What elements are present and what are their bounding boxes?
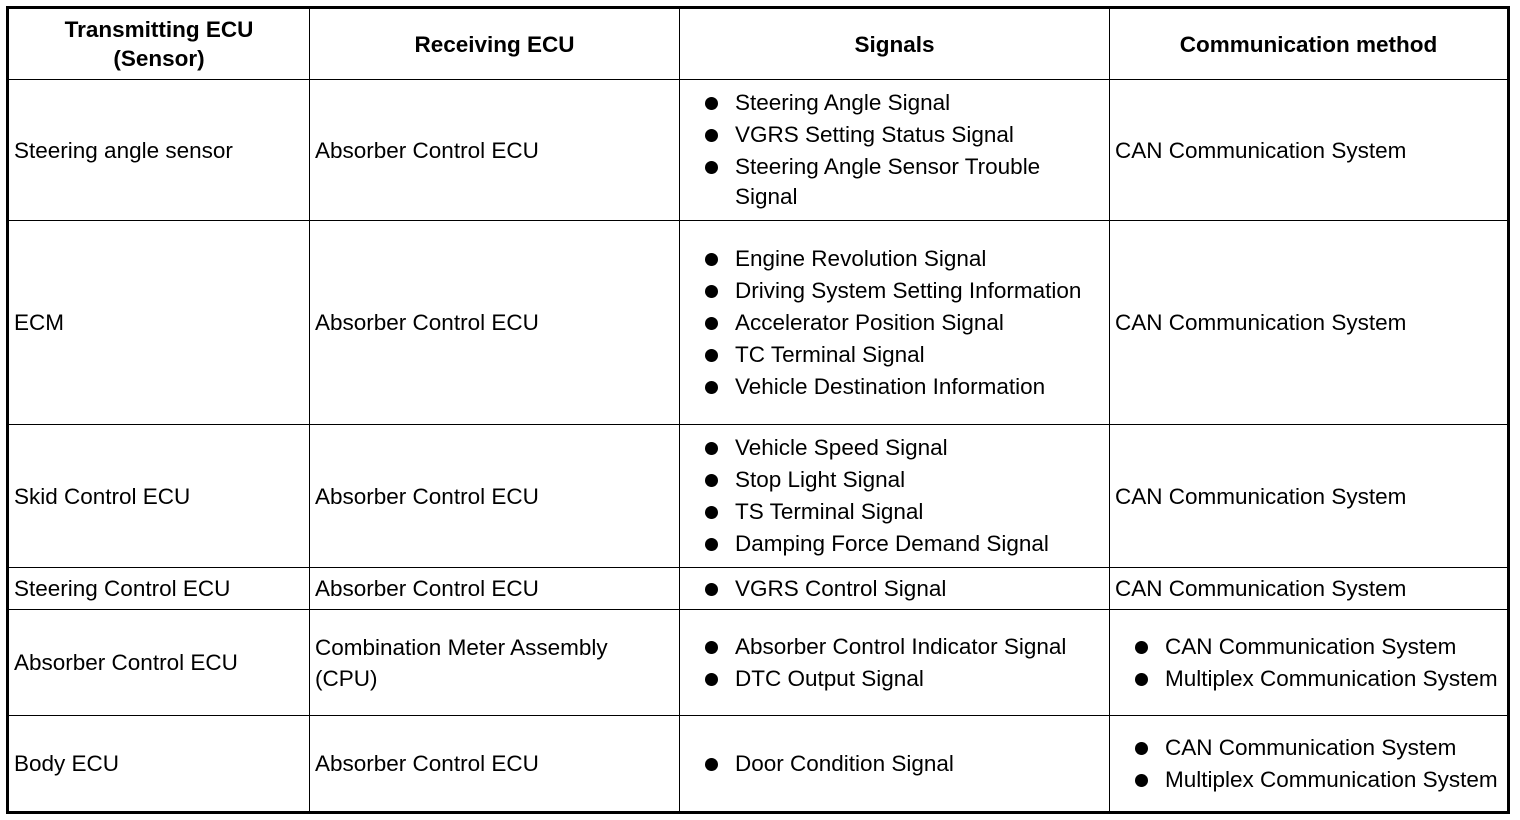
signal-item: VGRS Setting Status Signal: [685, 120, 1104, 150]
communication-method-cell: CAN Communication System: [1110, 568, 1509, 610]
signal-item: Engine Revolution Signal: [685, 244, 1104, 274]
communication-method-cell: [1110, 610, 1509, 716]
header-transmitting-ecu: Transmitting ECU (Sensor): [8, 8, 310, 80]
receiving-ecu-cell: Combination Meter Assembly (CPU): [310, 610, 680, 716]
signal-item: DTC Output Signal: [685, 664, 1104, 694]
receiving-ecu-cell: Absorber Control ECU: [310, 425, 680, 568]
signal-item: TC Terminal Signal: [685, 340, 1104, 370]
communication-list: [1115, 733, 1502, 795]
communication-item: Multiplex Communication System: [1115, 664, 1502, 694]
table-row: [8, 610, 1509, 716]
signal-item: Steering Angle Sensor Trouble Signal: [685, 152, 1104, 212]
header-row: [8, 8, 1509, 80]
signals-cell: [680, 568, 1110, 610]
signal-item: Damping Force Demand Signal: [685, 529, 1104, 559]
header-receiving-ecu: Receiving ECU: [310, 8, 680, 80]
signals-cell: [680, 80, 1110, 221]
communication-method-cell: CAN Communication System: [1110, 221, 1509, 425]
receiving-ecu-cell: Absorber Control ECU: [310, 80, 680, 221]
signal-item: Door Condition Signal: [685, 749, 1104, 779]
signals-list: [685, 632, 1104, 694]
signal-item: Vehicle Destination Information: [685, 372, 1104, 402]
communication-item: CAN Communication System: [1115, 632, 1502, 662]
signal-item: Stop Light Signal: [685, 465, 1104, 495]
signals-list: [685, 433, 1104, 559]
transmitting-ecu-cell: Body ECU: [8, 716, 310, 813]
signal-item: TS Terminal Signal: [685, 497, 1104, 527]
transmitting-ecu-cell: Steering angle sensor: [8, 80, 310, 221]
communication-method-cell: CAN Communication System: [1110, 80, 1509, 221]
signals-cell: [680, 221, 1110, 425]
signal-item: Accelerator Position Signal: [685, 308, 1104, 338]
table-row: [8, 425, 1509, 568]
signals-cell: [680, 610, 1110, 716]
signals-list: [685, 749, 1104, 779]
signal-item: Absorber Control Indicator Signal: [685, 632, 1104, 662]
receiving-ecu-cell: Absorber Control ECU: [310, 221, 680, 425]
signals-list: [685, 244, 1104, 402]
signal-item: VGRS Control Signal: [685, 574, 1104, 604]
signals-list: [685, 88, 1104, 212]
ecu-communication-table: [6, 6, 1510, 814]
table-row: [8, 221, 1509, 425]
communication-item: Multiplex Communication System: [1115, 765, 1502, 795]
transmitting-ecu-cell: Skid Control ECU: [8, 425, 310, 568]
signals-list: [685, 574, 1104, 604]
signal-item: Driving System Setting Information: [685, 276, 1104, 306]
communication-method-cell: CAN Communication System: [1110, 425, 1509, 568]
table-row: [8, 80, 1509, 221]
communication-item: CAN Communication System: [1115, 733, 1502, 763]
communication-list: [1115, 632, 1502, 694]
signals-cell: [680, 716, 1110, 813]
header-signals: Signals: [680, 8, 1110, 80]
signals-cell: [680, 425, 1110, 568]
receiving-ecu-cell: Absorber Control ECU: [310, 568, 680, 610]
transmitting-ecu-cell: Steering Control ECU: [8, 568, 310, 610]
signal-item: Steering Angle Signal: [685, 88, 1104, 118]
signal-item: Vehicle Speed Signal: [685, 433, 1104, 463]
transmitting-ecu-cell: ECM: [8, 221, 310, 425]
communication-method-cell: [1110, 716, 1509, 813]
receiving-ecu-cell: Absorber Control ECU: [310, 716, 680, 813]
table-row: [8, 716, 1509, 813]
table-row: [8, 568, 1509, 610]
transmitting-ecu-cell: Absorber Control ECU: [8, 610, 310, 716]
header-communication-method: Communication method: [1110, 8, 1509, 80]
